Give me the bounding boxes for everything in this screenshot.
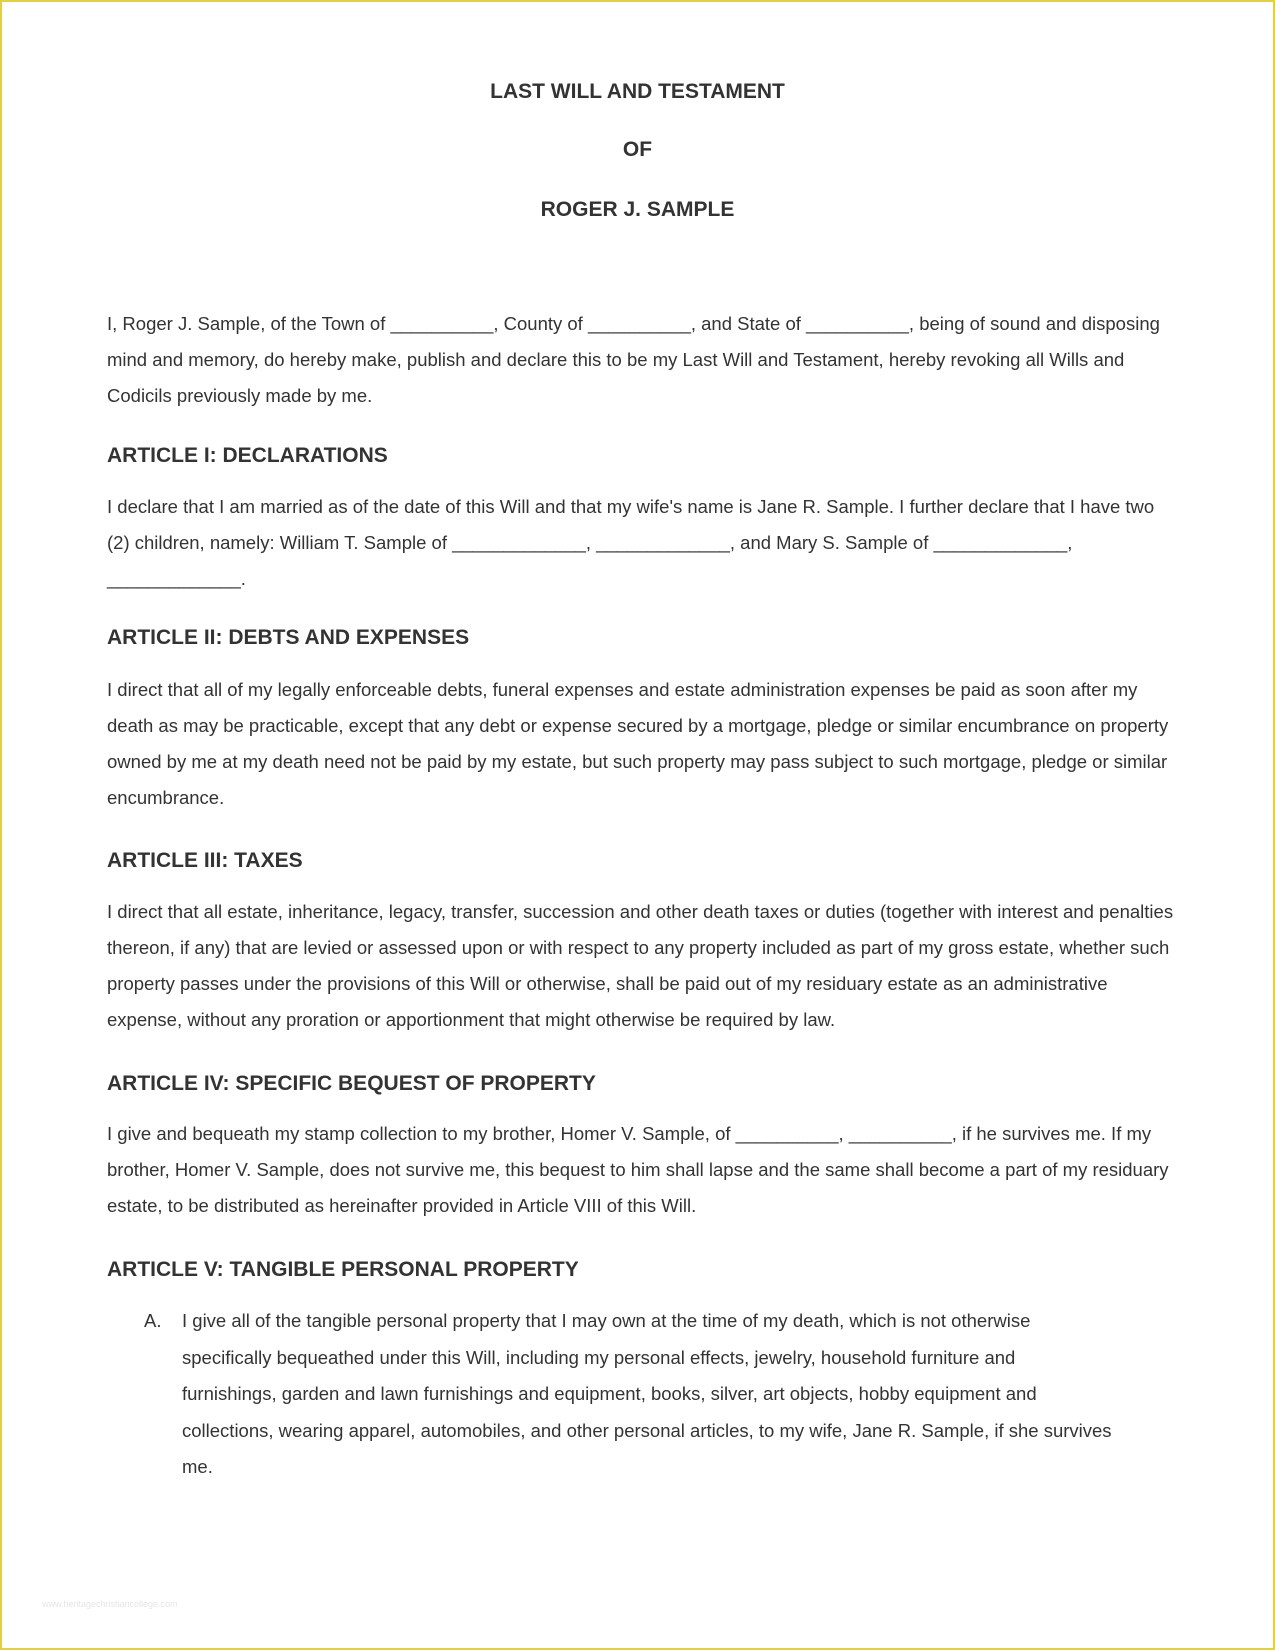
article-2-heading: ARTICLE II: DEBTS AND EXPENSES bbox=[107, 626, 470, 649]
intro-paragraph: I, Roger J. Sample, of the Town of __________, County of __________, and State of __________, being of sound and disposing mind and memory, do hereby make, publish and declare this to be my Last Will and Testament, hereby revoking all Wills and Codicils previously made by me. bbox=[107, 313, 1160, 406]
document-title-of: OF bbox=[622, 138, 653, 161]
article-4-text: I give and bequeath my stamp collection to my brother, Homer V. Sample, of __________, __________, if he survives me. If my brother, Homer V. Sample, does not survive me, this bequest to him shall lapse and the same shall become a part of my residuary estate, to be distributed as hereinafter provided in Article VIII of this Will. bbox=[107, 1123, 1169, 1216]
article-1-text: I declare that I am married as of the date of this Will and that my wife's name is Jane R. Sample. I further declare that I have two (2) children, namely: William T. Sample of _____________, _____________, and Mary S. Sample of _____________, _____________. bbox=[107, 496, 1155, 589]
testator-name: ROGER J. SAMPLE bbox=[540, 198, 735, 221]
article-3-heading: ARTICLE III: TAXES bbox=[107, 849, 303, 872]
document-title: LAST WILL AND TESTAMENT bbox=[490, 80, 785, 103]
article-5-item-text: I give all of the tangible personal property that I may own at the time of my death, which is not otherwise specifically bequeathed under this Will, including my personal effects, jewelry, household furniture and furnishings, garden and lawn furnishings and equipment, books, silver, art objects, hobby equipment and collections, wearing apparel, automobiles, and other personal articles, to my wife, Jane R. Sample, if she survives me. bbox=[182, 1310, 1112, 1477]
article-2-text: I direct that all of my legally enforceable debts, funeral expenses and estate administration expenses be paid as soon after my death as may be practicable, except that any debt or expense secured by a mortgage, pledge or similar encumbrance on property owned by me at my death need not be paid by my estate, but such property may pass subject to such mortgage, pledge or similar encumbrance. bbox=[107, 679, 1169, 808]
article-3-text: I direct that all estate, inheritance, legacy, transfer, succession and other death taxes or duties (together with interest and penalties thereon, if any) that are levied or assessed upon or with respect to any property included as part of my gross estate, whether such property passes under the provisions of this Will or otherwise, shall be paid out of my residuary estate as an administrative expense, without any proration or apportionment that might otherwise be required by law. bbox=[107, 901, 1174, 1030]
article-4-heading: ARTICLE IV: SPECIFIC BEQUEST OF PROPERTY bbox=[107, 1072, 596, 1095]
article-5-item-marker: A. bbox=[144, 1310, 162, 1331]
article-1-heading: ARTICLE I: DECLARATIONS bbox=[107, 444, 388, 467]
watermark: www.heritagechristiancollege.com bbox=[42, 1599, 178, 1609]
article-5-heading: ARTICLE V: TANGIBLE PERSONAL PROPERTY bbox=[107, 1258, 579, 1281]
